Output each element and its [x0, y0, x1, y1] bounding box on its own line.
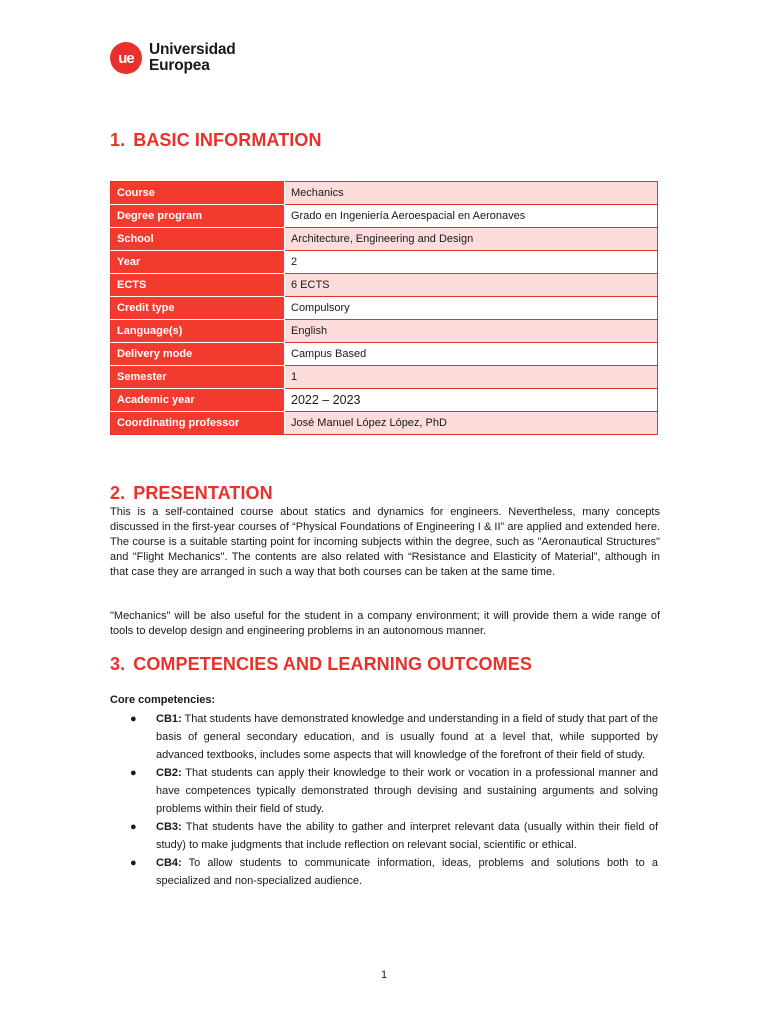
- info-row: [111, 297, 658, 320]
- section-title: BASIC INFORMATION: [133, 130, 322, 150]
- info-value: 2022 – 2023: [285, 389, 658, 412]
- info-value: Mechanics: [285, 182, 658, 205]
- info-row: [111, 366, 658, 389]
- section-number: 2.: [110, 483, 126, 503]
- competency-text: That students can apply their knowledge to their work or vocation in a professional manner and have competences typically demonstrated through devising and sustaining arguments and solving problems within their field of study.: [156, 767, 658, 815]
- presentation-paragraph-1: This is a self-contained course about statics and dynamics for engineers. Nevertheless, many concepts discussed in the first-year courses of “Physical Foundations of Engineering I & II” are applied and extended here. The course is a suitable starting point for incoming subjects within the degree, such as "Aeronautical Structures" and "Flight Mechanics". The contents are also related with “Resistance and Elasticity of Material”, although in that case they are arranged in such a way that both courses can be taken at the same time.: [110, 506, 660, 578]
- info-row: [111, 251, 658, 274]
- competency-code: CB3:: [156, 821, 182, 833]
- competency-code: CB1:: [156, 713, 182, 725]
- competency-code: CB4:: [156, 857, 182, 869]
- competency-item: [110, 854, 658, 890]
- info-row: [111, 228, 658, 251]
- logo-line-1: Universidad: [149, 41, 236, 58]
- competency-code: CB2:: [156, 767, 182, 779]
- page-number: 1: [380, 969, 388, 981]
- university-logo: [110, 42, 236, 74]
- info-value: 2: [285, 251, 658, 274]
- info-value: 6 ECTS: [285, 274, 658, 297]
- logo-mark: [110, 42, 142, 74]
- competency-text: That students have demonstrated knowledge and understanding in a field of study that part of the basis of general secondary education, and is usually found at a level that, while supported by advanced textbooks, includes some aspects that will knowledge of the forefront of their field of study.: [156, 713, 658, 761]
- info-value: Compulsory: [285, 297, 658, 320]
- info-value: Grado en Ingeniería Aeroespacial en Aeronaves: [285, 205, 658, 228]
- bullet-icon: ●: [130, 713, 137, 725]
- info-row: [111, 320, 658, 343]
- section-title: PRESENTATION: [133, 483, 273, 503]
- competency-item: [110, 710, 658, 764]
- bullet-icon: ●: [130, 857, 137, 869]
- basic-info-table: [110, 181, 658, 435]
- info-label: Year: [111, 251, 285, 274]
- competency-item: [110, 818, 658, 854]
- info-label: Semester: [111, 366, 285, 389]
- logo-wordmark: [149, 42, 236, 74]
- info-label: Delivery mode: [111, 343, 285, 366]
- info-row: [111, 343, 658, 366]
- info-row: [111, 274, 658, 297]
- info-value: Architecture, Engineering and Design: [285, 228, 658, 251]
- competency-text: That students have the ability to gather and interpret relevant data (usually within their field of study) to make judgments that include reflection on relevant social, scientific or ethical.: [156, 821, 658, 851]
- info-label: Academic year: [111, 389, 285, 412]
- competency-item: [110, 764, 658, 818]
- section-title: COMPETENCIES AND LEARNING OUTCOMES: [133, 654, 532, 674]
- section-number: 1.: [110, 130, 126, 150]
- info-label: Language(s): [111, 320, 285, 343]
- info-value: English: [285, 320, 658, 343]
- section-heading-presentation: [110, 483, 273, 504]
- logo-mark-text: ue: [118, 49, 134, 67]
- info-value: 1: [285, 366, 658, 389]
- info-label: Course: [111, 182, 285, 205]
- section-heading-competencies: [110, 654, 532, 675]
- info-row: [111, 182, 658, 205]
- info-row: [111, 205, 658, 228]
- info-label: ECTS: [111, 274, 285, 297]
- info-label: Degree program: [111, 205, 285, 228]
- info-label: Credit type: [111, 297, 285, 320]
- info-row: [111, 389, 658, 412]
- bullet-icon: ●: [130, 821, 137, 833]
- logo-line-2: Europea: [149, 57, 210, 74]
- competency-text: To allow students to communicate information, ideas, problems and solutions both to a specialized and non-specialized audience.: [156, 857, 658, 887]
- info-label: Coordinating professor: [111, 412, 285, 435]
- presentation-paragraph-2: "Mechanics" will be also useful for the student in a company environment; it will provide them a wide range of tools to develop design and engineering problems in an autonomous manner.: [110, 610, 660, 637]
- info-row: [111, 412, 658, 435]
- section-heading-basic-information: [110, 130, 322, 151]
- info-value: Campus Based: [285, 343, 658, 366]
- info-label: School: [111, 228, 285, 251]
- section-number: 3.: [110, 654, 126, 674]
- info-value: José Manuel López López, PhD: [285, 412, 658, 435]
- competencies-list: [110, 710, 658, 890]
- bullet-icon: ●: [130, 767, 137, 779]
- core-competencies-heading: Core competencies:: [110, 694, 216, 706]
